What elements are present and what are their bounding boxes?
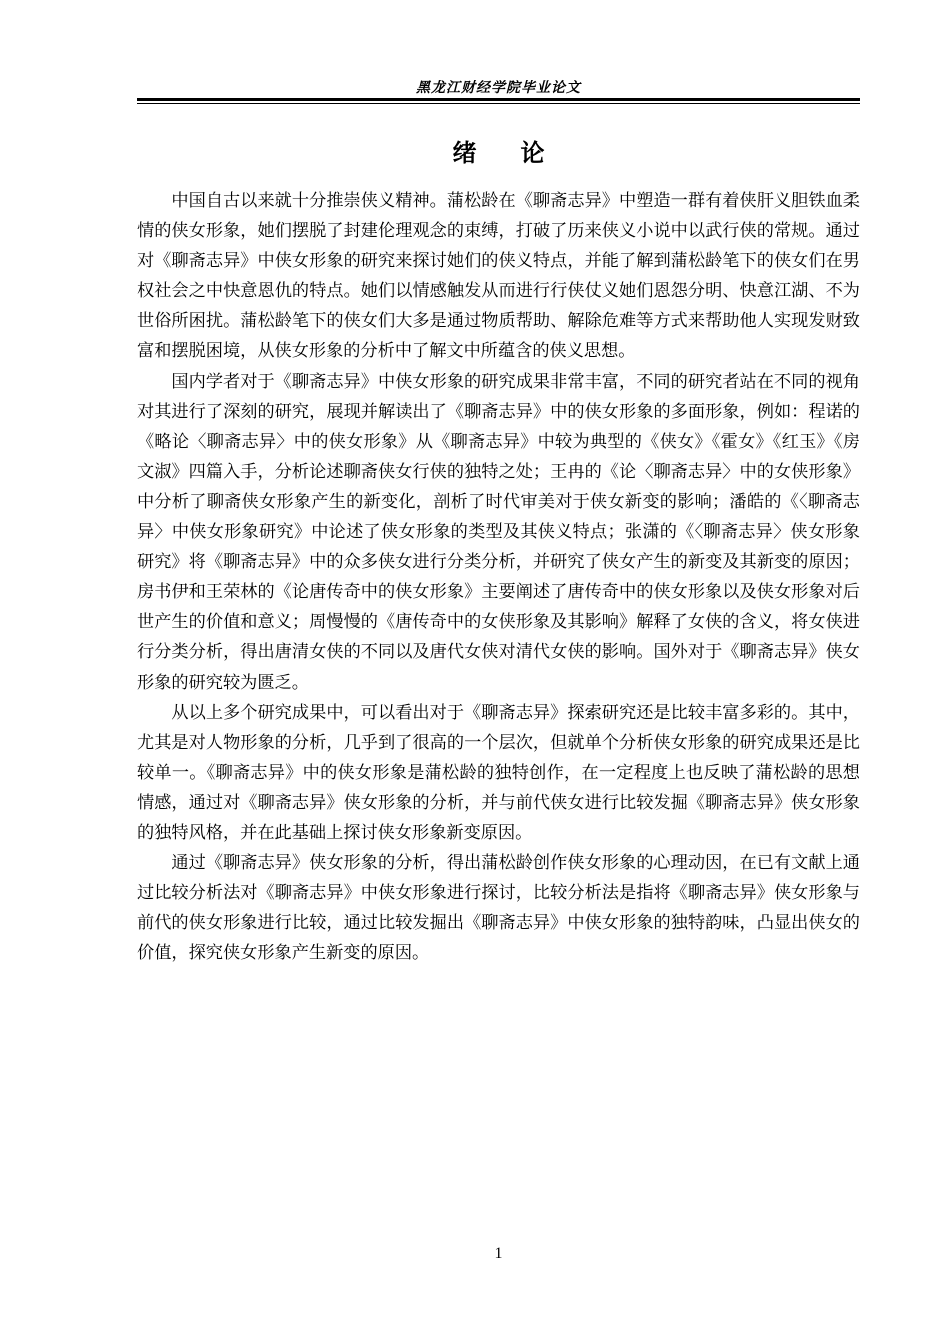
paragraph-2: 国内学者对于《聊斋志异》中侠女形象的研究成果非常丰富，不同的研究者站在不同的视角对其进行了深刻的研究，展现并解读出了《聊斋志异》中的侠女形象的多面形象，例如：程诺的《略论〈聊斋志异〉中的侠女形象》从《聊斋志异》中较为典型的《侠女》《霍女》《红玉》《房文淑》四篇入手，分析论述聊斋侠女行侠的独特之处；王冉的《论〈聊斋志异〉中的女侠形象》中分析了聊斋侠女形象产生的新变化，剖析了时代审美对于侠女新变的影响；潘皓的《〈聊斋志异〉中侠女形象研究》中论述了侠女形象的类型及其侠义特点；张潇的《〈聊斋志异〉侠女形象研究》将《聊斋志异》中的众多侠女进行分类分析，并研究了侠女产生的新变及其新变的原因；房书伊和王荣林的《论唐传奇中的侠女形象》主要阐述了唐传奇中的侠女形象以及侠女形象对后世产生的价值和意义；周慢慢的《唐传奇中的女侠形象及其影响》解释了女侠的含义，将女侠进行分类分析，得出唐清女侠的不同以及唐代女侠对清代女侠的影响。国外对于《聊斋志异》侠女形象的研究较为匮乏。 (137, 371, 860, 693)
running-header: 黑龙江财经学院毕业论文 (416, 80, 581, 96)
paragraph-1: 中国自古以来就十分推崇侠义精神。蒲松龄在《聊斋志异》中塑造一群有着侠肝义胆铁血柔情的侠女形象，她们摆脱了封建伦理观念的束缚，打破了历来侠义小说中以武行侠的常规。通过对《聊斋志异》中侠女形象的研究来探讨她们的侠义特点，并能了解到蒲松龄笔下的侠女们在男权社会之中快意恩仇的特点。她们以情感触发从而进行行侠仗义她们恩怨分明、快意江湖、不为世俗所困扰。蒲松龄笔下的侠女们大多是通过物质帮助、解除危难等方式来帮助他人实现发财致富和摆脱困境，从侠女形象的分析中了解文中所蕴含的侠义思想。 (137, 191, 860, 362)
paragraph-4: 通过《聊斋志异》侠女形象的分析，得出蒲松龄创作侠女形象的心理动因，在已有文献上通过比较分析法对《聊斋志异》中侠女形象进行探讨，比较分析法是指将《聊斋志异》侠女形象与前代的侠女形象进行比较，通过比较发掘出《聊斋志异》中侠女形象的独特韵味，凸显出侠女的价值，探究侠女形象产生新变的原因。 (137, 853, 860, 964)
paragraph-3: 从以上多个研究成果中，可以看出对于《聊斋志异》探索研究还是比较丰富多彩的。其中，尤其是对人物形象的分析，几乎到了很高的一个层次，但就单个分析侠女形象的研究成果还是比较单一。《聊斋志异》中的侠女形象是蒲松龄的独特创作，在一定程度上也反映了蒲松龄的思想情感，通过对《聊斋志异》侠女形象的分析，并与前代侠女进行比较发掘《聊斋志异》侠女形象的独特风格，并在此基础上探讨侠女形象新变原因。 (137, 702, 860, 843)
page-title: 绪论 (452, 139, 589, 167)
header-rule-thick (137, 98, 860, 101)
header-rule-thin (137, 103, 860, 104)
body-text (137, 186, 860, 968)
page-number: 1 (494, 1245, 503, 1262)
